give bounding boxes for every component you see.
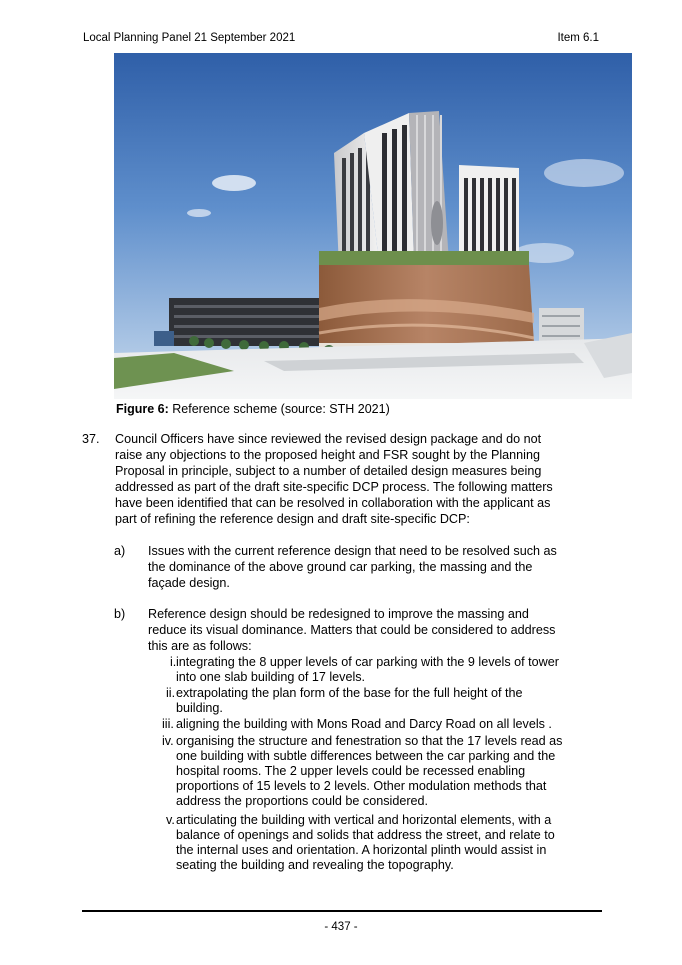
list-item-text xyxy=(148,543,557,591)
page-number: - 437 - xyxy=(324,921,358,933)
sub-item-text xyxy=(176,655,559,685)
footer-divider xyxy=(82,910,602,912)
list-item-label: b) xyxy=(114,607,126,621)
sub-item-label: iv. xyxy=(162,734,174,748)
text-line: raise any objections to the proposed height and FSR sought by the Planning xyxy=(115,448,540,462)
reference-scheme-image xyxy=(114,53,632,399)
text-line: have been identified that can be resolved in collaboration with the applicant as xyxy=(115,496,551,510)
text-line: seating the building and revealing the topography. xyxy=(176,858,454,872)
figure-caption-label: Figure 6: xyxy=(116,402,169,416)
text-line: addressed as part of the draft site-specific DCP process. The following matters xyxy=(115,480,553,494)
text-line: Proposal in principle, subject to a number of detailed design measures being xyxy=(115,464,542,478)
text-line: aligning the building with Mons Road and Darcy Road on all levels . xyxy=(176,717,552,731)
paragraph-number: 37. xyxy=(82,432,100,446)
paragraph-text xyxy=(115,431,602,527)
text-line: address the proportions could be considered. xyxy=(176,794,429,808)
page-header xyxy=(83,32,599,48)
sub-item-label: v. xyxy=(166,813,175,827)
sub-item-text xyxy=(176,686,523,716)
figure-caption xyxy=(116,402,390,416)
text-line: into one slab building of 17 levels. xyxy=(176,670,366,684)
sub-item-label: i. xyxy=(170,655,177,669)
text-line: organising the structure and fenestration so that the 17 levels read as xyxy=(176,734,563,748)
text-line: the dominance of the above ground car parking, the massing and the xyxy=(148,560,533,574)
text-line: extrapolating the plan form of the base for the full height of the xyxy=(176,686,523,700)
list-item-text xyxy=(148,606,555,654)
sub-item-label: iii. xyxy=(162,717,174,731)
sub-item-text xyxy=(176,734,562,809)
figure-caption-text: Reference scheme (source: STH 2021) xyxy=(168,402,390,416)
text-line: this are as follows: xyxy=(148,639,252,653)
text-line: integrating the 8 upper levels of car parking with the 9 levels of tower xyxy=(176,655,559,669)
text-line: Issues with the current reference design that need to be resolved such as xyxy=(148,544,557,558)
text-line: articulating the building with vertical and horizontal elements, with a xyxy=(176,813,552,827)
text-line: balance of openings and solids that address the street, and relate to xyxy=(176,828,555,842)
sub-item-label: ii. xyxy=(166,686,176,700)
sub-item-text xyxy=(176,717,552,732)
text-line: Council Officers have since reviewed the revised design package and do not xyxy=(115,432,542,446)
text-line: one building with subtle differences between the car parking and the xyxy=(176,749,556,763)
sub-item-text xyxy=(176,813,555,873)
header-item-number: Item 6.1 xyxy=(557,32,599,44)
text-line: part of refining the reference design and draft site-specific DCP: xyxy=(115,512,470,526)
text-line: hospital rooms. The 2 upper levels could be recessed enabling xyxy=(176,764,526,778)
text-line: Reference design should be redesigned to improve the massing and xyxy=(148,607,529,621)
text-line: the internal uses and orientation. A horizontal plinth would assist in xyxy=(176,843,547,857)
text-line: proportions of 15 levels to 2 levels. Other modulation methods that xyxy=(176,779,547,793)
text-line: building. xyxy=(176,701,223,715)
header-meeting-title: Local Planning Panel 21 September 2021 xyxy=(83,32,296,44)
text-line: façade design. xyxy=(148,576,230,590)
text-line: reduce its visual dominance. Matters that could be considered to address xyxy=(148,623,556,637)
list-item-label: a) xyxy=(114,544,126,558)
